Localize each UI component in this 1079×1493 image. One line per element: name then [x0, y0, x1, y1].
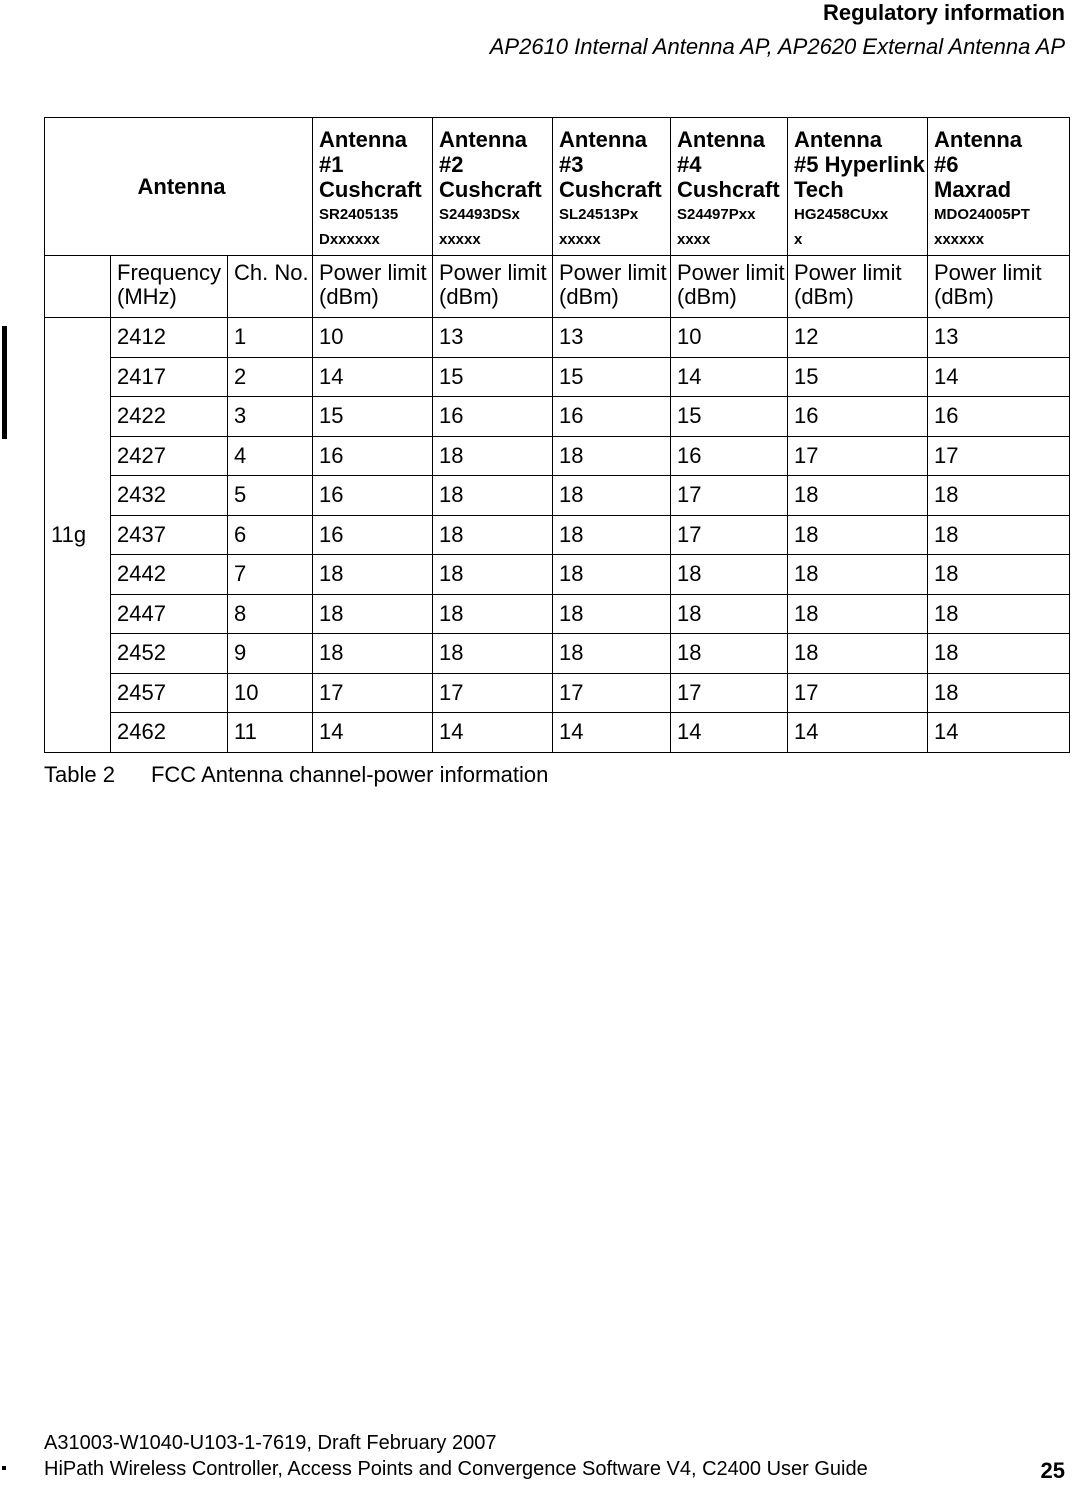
antenna-3-model: SL24513Px	[559, 206, 639, 223]
antenna-4-header	[671, 118, 788, 256]
antenna-5-header	[788, 118, 928, 256]
antenna-4-number: #4	[677, 152, 702, 177]
power-cell-antenna-5: 18	[788, 555, 928, 595]
power-cell-antenna-1: 18	[313, 634, 433, 674]
table-row	[45, 594, 1070, 634]
antenna-2-model: S24493DSx	[439, 206, 520, 223]
power-header-3	[553, 256, 671, 318]
power-cell-antenna-5: 17	[788, 673, 928, 713]
power-cell-antenna-6: 18	[928, 673, 1070, 713]
caption-text: FCC Antenna channel-power information	[150, 762, 549, 787]
antenna-2-title: Antenna	[439, 127, 527, 152]
power-cell-antenna-3: 18	[553, 515, 671, 555]
power-cell-antenna-1: 17	[313, 673, 433, 713]
antenna-2-model-suffix: xxxxx	[439, 231, 481, 248]
antenna-3-maker: Cushcraft	[559, 177, 662, 202]
band-cell: 11g	[45, 318, 111, 753]
section-title: Regulatory information	[822, 0, 1065, 25]
table-row	[45, 397, 1070, 437]
power-cell-antenna-2: 16	[433, 397, 553, 437]
power-cell-antenna-4: 15	[671, 397, 788, 437]
table-row	[45, 555, 1070, 595]
channel-cell: 4	[228, 436, 313, 476]
power-header-label: Power limit	[559, 260, 667, 285]
power-header-unit: (dBm)	[559, 284, 619, 309]
antenna-5-number: #5 Hyperlink	[794, 152, 925, 177]
power-cell-antenna-1: 16	[313, 476, 433, 516]
power-cell-antenna-4: 17	[671, 476, 788, 516]
band-header-cell	[45, 256, 111, 318]
antenna-1-maker: Cushcraft	[319, 177, 422, 202]
change-bar	[2, 326, 7, 439]
power-cell-antenna-1: 16	[313, 436, 433, 476]
power-cell-antenna-3: 18	[553, 555, 671, 595]
antenna-5-model: HG2458CUxx	[794, 206, 889, 223]
frequency-header	[111, 256, 228, 318]
power-header-6	[928, 256, 1070, 318]
power-header-5	[788, 256, 928, 318]
antenna-6-model: MDO24005PT	[934, 206, 1030, 223]
power-cell-antenna-6: 16	[928, 397, 1070, 437]
antenna-6-number: #6	[934, 152, 959, 177]
table-row	[45, 436, 1070, 476]
power-cell-antenna-1: 16	[313, 515, 433, 555]
channel-cell: 10	[228, 673, 313, 713]
antenna-2-number: #2	[439, 152, 464, 177]
antenna-1-number: #1	[319, 152, 344, 177]
power-cell-antenna-1: 18	[313, 594, 433, 634]
channel-cell: 6	[228, 515, 313, 555]
frequency-cell: 2447	[111, 594, 228, 634]
power-header-unit: (dBm)	[934, 284, 994, 309]
antenna-1-model: SR2405135	[319, 206, 399, 223]
power-cell-antenna-2: 17	[433, 673, 553, 713]
power-cell-antenna-5: 18	[788, 476, 928, 516]
frequency-cell: 2427	[111, 436, 228, 476]
antenna-6-maker: Maxrad	[934, 177, 1012, 202]
antenna-1-title: Antenna	[319, 127, 407, 152]
power-header-2	[433, 256, 553, 318]
channel-header: Ch. No.	[228, 256, 313, 318]
power-cell-antenna-1: 14	[313, 713, 433, 753]
frequency-cell: 2412	[111, 318, 228, 358]
power-header-unit: (dBm)	[439, 284, 499, 309]
channel-cell: 8	[228, 594, 313, 634]
footer-doc-id: A31003-W1040-U103-1-7619, Draft February 2007	[44, 1432, 497, 1454]
antenna-6-title: Antenna	[934, 127, 1022, 152]
antenna-header-row	[45, 118, 1070, 256]
table-body	[45, 318, 1070, 753]
antenna-5-maker: Tech	[794, 177, 844, 202]
table-caption	[44, 762, 548, 788]
power-cell-antenna-6: 18	[928, 634, 1070, 674]
antenna-1-header	[313, 118, 433, 256]
power-cell-antenna-2: 15	[433, 357, 553, 397]
frequency-header-label: Frequency	[117, 260, 221, 285]
power-cell-antenna-6: 18	[928, 476, 1070, 516]
power-cell-antenna-2: 18	[433, 515, 553, 555]
power-cell-antenna-6: 14	[928, 357, 1070, 397]
antenna-4-title: Antenna	[677, 127, 765, 152]
table-row	[45, 318, 1070, 358]
antenna-4-model: S24497Pxx	[677, 206, 756, 223]
power-header-1	[313, 256, 433, 318]
power-cell-antenna-5: 15	[788, 357, 928, 397]
antenna-6-header	[928, 118, 1070, 256]
antenna-5-model-suffix: x	[794, 231, 803, 248]
frequency-cell: 2442	[111, 555, 228, 595]
page-number: 25	[1040, 1458, 1065, 1483]
caption-label: Table 2	[44, 762, 115, 787]
antenna-3-title: Antenna	[559, 127, 647, 152]
power-cell-antenna-6: 17	[928, 436, 1070, 476]
power-cell-antenna-3: 18	[553, 634, 671, 674]
channel-cell: 5	[228, 476, 313, 516]
power-cell-antenna-6: 18	[928, 515, 1070, 555]
power-header-label: Power limit	[439, 260, 547, 285]
power-cell-antenna-5: 18	[788, 594, 928, 634]
power-cell-antenna-3: 17	[553, 673, 671, 713]
power-cell-antenna-5: 16	[788, 397, 928, 437]
frequency-cell: 2432	[111, 476, 228, 516]
power-header-4	[671, 256, 788, 318]
table-row	[45, 476, 1070, 516]
power-cell-antenna-2: 18	[433, 634, 553, 674]
power-cell-antenna-1: 10	[313, 318, 433, 358]
power-cell-antenna-3: 18	[553, 436, 671, 476]
power-cell-antenna-2: 13	[433, 318, 553, 358]
power-cell-antenna-4: 18	[671, 594, 788, 634]
power-cell-antenna-5: 18	[788, 634, 928, 674]
power-cell-antenna-3: 16	[553, 397, 671, 437]
antenna-6-model-suffix: xxxxxx	[934, 231, 985, 248]
power-cell-antenna-5: 18	[788, 515, 928, 555]
power-header-unit: (dBm)	[677, 284, 737, 309]
units-header-row	[45, 256, 1070, 318]
power-header-label: Power limit	[677, 260, 785, 285]
table-row	[45, 673, 1070, 713]
power-cell-antenna-3: 14	[553, 713, 671, 753]
channel-cell: 1	[228, 318, 313, 358]
power-cell-antenna-3: 18	[553, 476, 671, 516]
power-cell-antenna-2: 18	[433, 555, 553, 595]
power-header-unit: (dBm)	[319, 284, 379, 309]
document-subtitle: AP2610 Internal Antenna AP, AP2620 External Antenna AP	[489, 34, 1065, 59]
channel-cell: 2	[228, 357, 313, 397]
power-cell-antenna-4: 10	[671, 318, 788, 358]
power-cell-antenna-5: 17	[788, 436, 928, 476]
channel-cell: 7	[228, 555, 313, 595]
power-cell-antenna-3: 15	[553, 357, 671, 397]
power-cell-antenna-4: 17	[671, 673, 788, 713]
antenna-1-model-suffix: Dxxxxxx	[319, 231, 380, 248]
frequency-header-unit: (MHz)	[117, 284, 177, 309]
power-cell-antenna-6: 14	[928, 713, 1070, 753]
power-cell-antenna-1: 15	[313, 397, 433, 437]
antenna-2-header	[433, 118, 553, 256]
power-header-label: Power limit	[794, 260, 902, 285]
power-cell-antenna-2: 18	[433, 594, 553, 634]
antenna-5-title: Antenna	[794, 127, 882, 152]
channel-cell: 9	[228, 634, 313, 674]
power-cell-antenna-2: 14	[433, 713, 553, 753]
footer-guide-title: HiPath Wireless Controller, Access Points and Convergence Software V4, C2400 User Guide	[44, 1458, 868, 1480]
power-cell-antenna-4: 14	[671, 357, 788, 397]
power-cell-antenna-5: 14	[788, 713, 928, 753]
frequency-cell: 2417	[111, 357, 228, 397]
fcc-antenna-table	[44, 117, 1070, 753]
power-cell-antenna-2: 18	[433, 476, 553, 516]
power-header-unit: (dBm)	[794, 284, 854, 309]
power-header-label: Power limit	[319, 260, 427, 285]
channel-cell: 3	[228, 397, 313, 437]
table-row	[45, 713, 1070, 753]
table-row	[45, 634, 1070, 674]
frequency-cell: 2422	[111, 397, 228, 437]
power-cell-antenna-1: 14	[313, 357, 433, 397]
power-cell-antenna-3: 18	[553, 594, 671, 634]
frequency-cell: 2437	[111, 515, 228, 555]
power-cell-antenna-1: 18	[313, 555, 433, 595]
antenna-2-maker: Cushcraft	[439, 177, 542, 202]
antenna-4-maker: Cushcraft	[677, 177, 780, 202]
antenna-4-model-suffix: xxxx	[677, 231, 711, 248]
frequency-cell: 2452	[111, 634, 228, 674]
power-cell-antenna-4: 16	[671, 436, 788, 476]
antenna-3-header	[553, 118, 671, 256]
power-cell-antenna-6: 18	[928, 555, 1070, 595]
power-header-label: Power limit	[934, 260, 1042, 285]
antenna-3-model-suffix: xxxxx	[559, 231, 601, 248]
antenna-corner-header: Antenna	[45, 118, 313, 256]
frequency-cell: 2457	[111, 673, 228, 713]
table-row	[45, 515, 1070, 555]
frequency-cell: 2462	[111, 713, 228, 753]
footer-bullet-mark	[2, 1466, 6, 1470]
power-cell-antenna-3: 13	[553, 318, 671, 358]
power-cell-antenna-4: 18	[671, 634, 788, 674]
table-row	[45, 357, 1070, 397]
power-cell-antenna-2: 18	[433, 436, 553, 476]
power-cell-antenna-6: 13	[928, 318, 1070, 358]
channel-cell: 11	[228, 713, 313, 753]
power-cell-antenna-4: 17	[671, 515, 788, 555]
antenna-3-number: #3	[559, 152, 584, 177]
power-cell-antenna-4: 18	[671, 555, 788, 595]
power-cell-antenna-5: 12	[788, 318, 928, 358]
power-cell-antenna-4: 14	[671, 713, 788, 753]
power-cell-antenna-6: 18	[928, 594, 1070, 634]
